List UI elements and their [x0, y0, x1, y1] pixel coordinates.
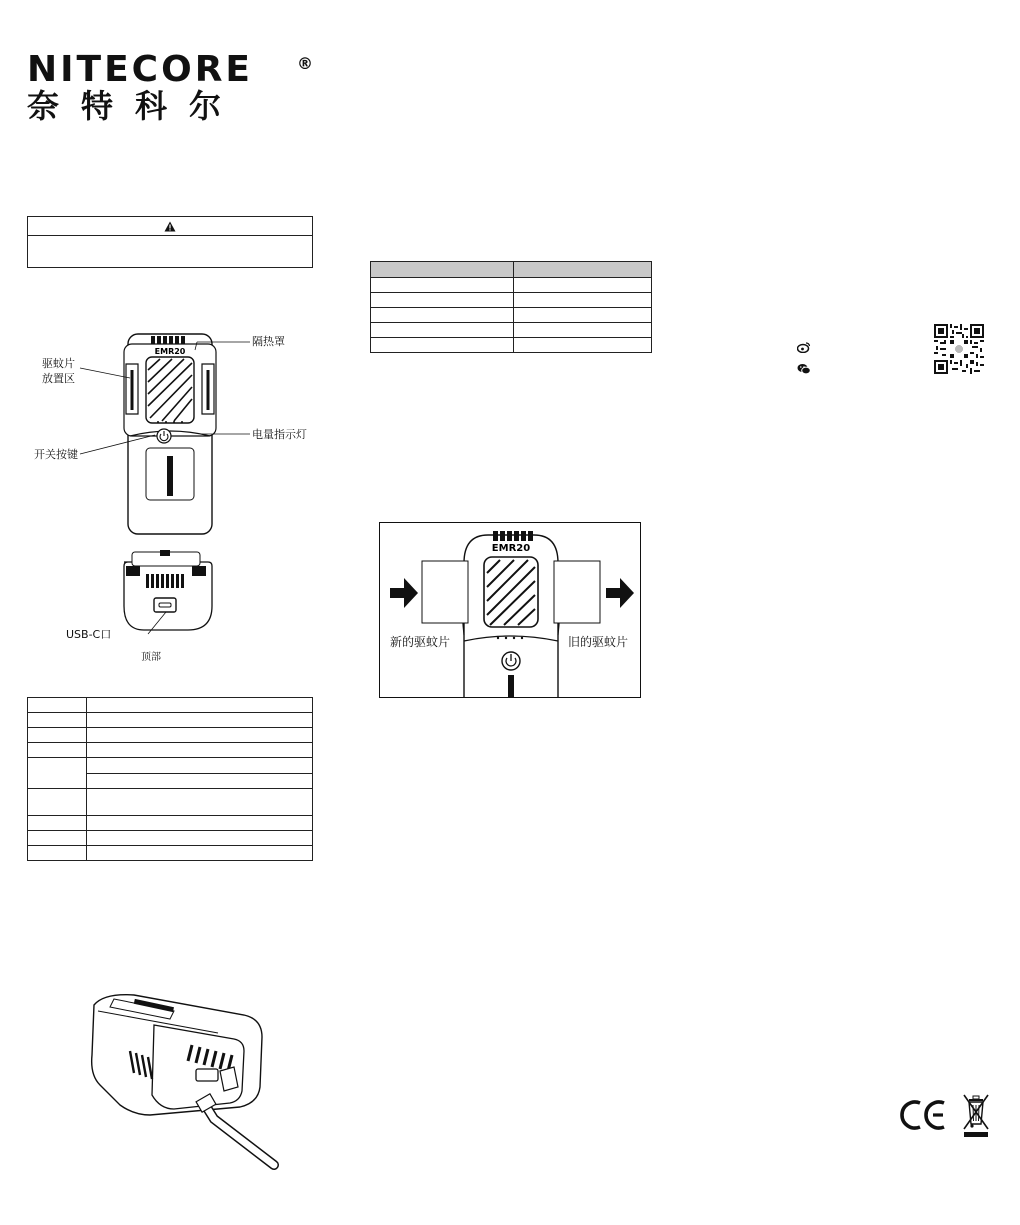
warning-header	[28, 217, 312, 236]
table-row	[28, 789, 313, 816]
label-power-button: 开关按键	[34, 448, 78, 461]
label-old-pad: 旧的驱蚊片	[568, 635, 629, 649]
qr-code[interactable]	[934, 324, 984, 374]
table-row	[371, 293, 652, 308]
table-header-row	[371, 262, 652, 278]
svg-text:EMR20: EMR20	[491, 543, 531, 554]
ce-mark-icon	[900, 1098, 948, 1132]
brand-logo	[27, 49, 327, 125]
label-battery-indicator: 电量指示灯	[252, 428, 307, 441]
label-new-pad: 新的驱蚊片	[390, 635, 451, 649]
table-row	[28, 743, 313, 758]
warning-triangle-icon	[164, 221, 176, 232]
table-row	[28, 758, 313, 774]
table-row	[371, 323, 652, 338]
svg-text:EMR20: EMR20	[154, 347, 186, 356]
replacement-diagram	[379, 522, 641, 698]
table-row	[28, 816, 313, 831]
warning-box	[27, 216, 313, 268]
table-row	[28, 713, 313, 728]
table-row	[371, 278, 652, 293]
weibo-icon[interactable]	[797, 341, 811, 353]
mode-table	[27, 697, 313, 861]
table-row	[28, 846, 313, 861]
replacement-device-illustration	[380, 523, 641, 698]
label-repellent-area-line1: 驱蚊片	[42, 357, 75, 370]
table-row	[28, 728, 313, 743]
registered-mark: ®	[297, 54, 313, 73]
label-top: 顶部	[141, 652, 161, 663]
table-row	[28, 831, 313, 846]
wechat-icon[interactable]	[797, 363, 811, 375]
spec-table	[370, 261, 652, 353]
label-repellent-area-line2: 放置区	[42, 372, 75, 385]
brand-name: NITECORE	[27, 49, 254, 90]
weee-bin-icon	[960, 1093, 992, 1139]
device-top-illustration	[118, 548, 214, 640]
table-row	[371, 338, 652, 353]
table-row	[28, 698, 313, 713]
label-usb-port: USB-C口	[66, 628, 112, 641]
brand-name-cn: 奈特科尔	[27, 87, 244, 125]
label-heat-shield: 隔热罩	[252, 335, 285, 348]
table-row	[371, 308, 652, 323]
charging-illustration	[84, 985, 284, 1175]
